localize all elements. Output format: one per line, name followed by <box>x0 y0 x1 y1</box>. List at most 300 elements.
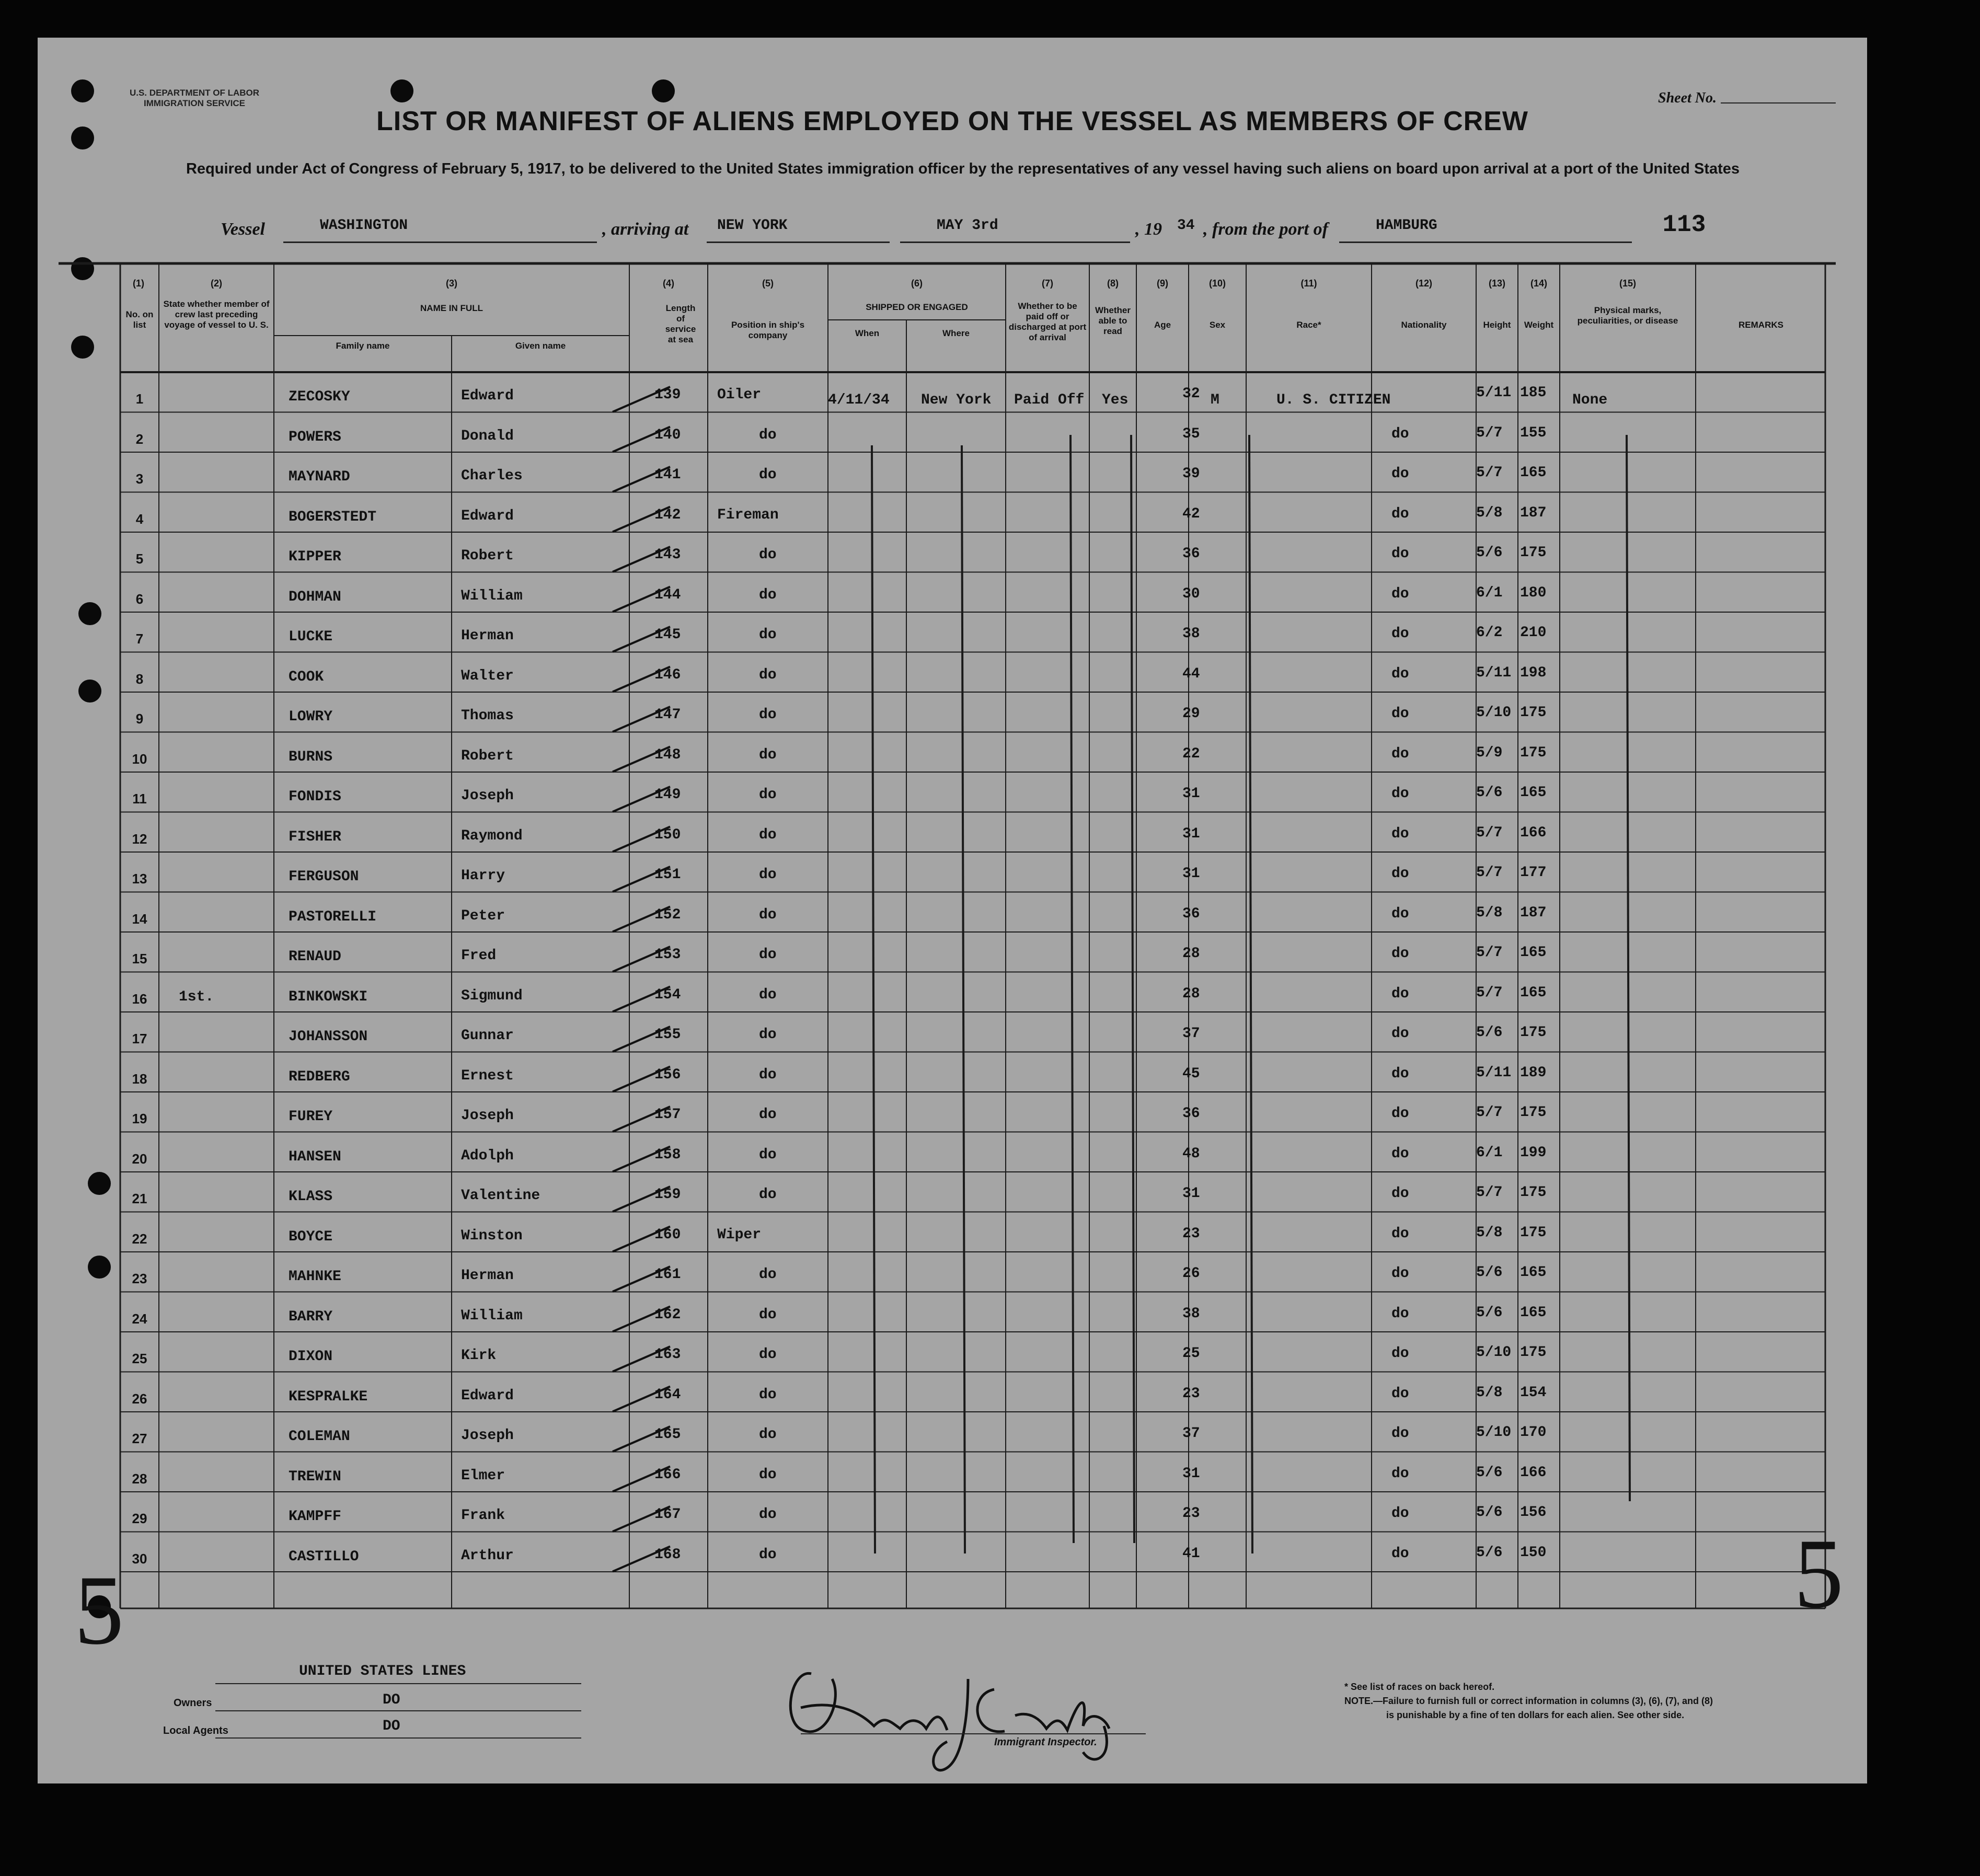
service-length: 162 <box>654 1306 681 1323</box>
height-value: 5/6 <box>1476 1544 1503 1561</box>
given-name: Walter <box>461 667 514 684</box>
given-name: Ernest <box>461 1067 514 1084</box>
ship-position: do <box>759 986 777 1003</box>
family-name: POWERS <box>289 429 341 445</box>
family-name: LUCKE <box>289 629 333 645</box>
shipped-when: 4/11/34 <box>828 392 890 408</box>
given-name: Joseph <box>461 1428 514 1444</box>
col4-header: Length of service at sea <box>665 303 696 344</box>
ship-position: do <box>759 1506 777 1523</box>
given-name: Kirk <box>461 1348 497 1364</box>
given-name: Edward <box>461 1387 514 1404</box>
row-number: 25 <box>132 1351 147 1366</box>
weight-value: 175 <box>1520 744 1547 761</box>
given-name: Elmer <box>461 1467 505 1484</box>
penalty-note-2: is punishable by a fine of ten dollars for each alien. See other side. <box>1386 1710 1685 1720</box>
ship-position: do <box>759 947 777 963</box>
family-name: JOHANSSON <box>289 1029 368 1045</box>
row-number: 27 <box>132 1431 147 1446</box>
family-name: COOK <box>289 669 324 685</box>
family-name-header: Family name <box>336 341 390 351</box>
sheet-number-label: Sheet No. <box>1658 90 1717 106</box>
ship-position: do <box>759 1546 777 1563</box>
age-value: 38 <box>1182 626 1200 642</box>
age-value: 23 <box>1182 1385 1200 1402</box>
height-value: 6/1 <box>1476 584 1503 601</box>
service-length: 144 <box>654 586 681 603</box>
nationality-ditto: do <box>1391 905 1409 922</box>
given-name: Joseph <box>461 1108 514 1124</box>
ship-position: do <box>759 1066 777 1083</box>
family-name: MAYNARD <box>289 469 350 485</box>
weight-value: 175 <box>1520 1184 1547 1201</box>
row-number: 24 <box>132 1310 147 1327</box>
weight-value: 175 <box>1520 1104 1547 1121</box>
row-number: 6 <box>135 591 144 607</box>
given-name: Edward <box>461 508 514 524</box>
col8-number: (8) <box>1107 278 1119 289</box>
nationality-ditto: do <box>1391 1305 1409 1322</box>
nationality-ditto: do <box>1391 1545 1409 1562</box>
col10-number: (10) <box>1208 278 1226 289</box>
age-value: 39 <box>1182 466 1200 482</box>
nationality-ditto: do <box>1391 1026 1409 1042</box>
ship-position: do <box>759 746 777 763</box>
service-length: 167 <box>654 1506 681 1523</box>
age-value: 41 <box>1182 1545 1200 1562</box>
weight-value: 165 <box>1520 785 1547 801</box>
service-length: 140 <box>654 427 681 443</box>
height-value: 5/6 <box>1476 545 1503 561</box>
family-name: FISHER <box>289 828 341 845</box>
ship-position: do <box>759 467 777 483</box>
age-value: 37 <box>1182 1425 1200 1442</box>
row-number: 16 <box>132 991 147 1007</box>
arriving-label: , arriving at <box>602 220 689 239</box>
height-value: 5/6 <box>1476 1025 1503 1041</box>
col15-header: Physical marks, peculiarities, or disease <box>1577 305 1678 326</box>
row-number: 14 <box>132 911 147 927</box>
service-length: 150 <box>654 826 681 843</box>
nationality-ditto: do <box>1391 1145 1409 1162</box>
service-length: 165 <box>654 1426 681 1443</box>
nationality-ditto: do <box>1391 1505 1409 1522</box>
col2-number: (2) <box>211 278 222 289</box>
ship-position: do <box>759 586 777 603</box>
weight-value: 156 <box>1520 1504 1547 1521</box>
ship-position: do <box>759 1027 777 1043</box>
owners-label: Owners <box>174 1697 212 1709</box>
ditto-stroke <box>1627 435 1630 1501</box>
inspector-label: Immigrant Inspector. <box>994 1736 1097 1748</box>
nationality-ditto: do <box>1391 1225 1409 1242</box>
height-value: 5/8 <box>1476 1224 1503 1241</box>
family-name: COLEMAN <box>289 1429 350 1445</box>
weight-value: 175 <box>1520 705 1547 721</box>
nationality-ditto: do <box>1391 1345 1409 1362</box>
given-name: Harry <box>461 868 505 884</box>
given-name: Sigmund <box>461 987 523 1004</box>
given-name: Valentine <box>461 1188 540 1204</box>
service-length: 158 <box>654 1146 681 1163</box>
col11-header: Race* <box>1296 320 1321 330</box>
sheet-number: 113 <box>1662 211 1706 238</box>
family-name: BURNS <box>289 749 333 765</box>
departure-port: HAMBURG <box>1376 217 1437 234</box>
col12-header: Nationality <box>1401 320 1447 330</box>
age-value: 31 <box>1182 825 1200 842</box>
age-value: 28 <box>1182 985 1200 1002</box>
ship-position: do <box>759 787 777 803</box>
given-name: Herman <box>461 628 514 644</box>
nationality-ditto: do <box>1391 786 1409 802</box>
col6-number: (6) <box>911 278 923 289</box>
height-value: 5/11 <box>1476 1064 1512 1081</box>
col7-number: (7) <box>1042 278 1053 289</box>
col3-header: NAME IN FULL <box>420 303 483 313</box>
family-name: LOWRY <box>289 709 333 725</box>
given-name: William <box>461 588 523 604</box>
row-number: 7 <box>135 631 144 647</box>
ship-position: do <box>759 666 777 683</box>
given-name: Robert <box>461 548 514 564</box>
age-value: 29 <box>1182 706 1200 722</box>
ship-position: do <box>759 1306 777 1323</box>
row-number: 1 <box>135 391 144 407</box>
page-mark-left: 5 <box>74 1556 124 1665</box>
service-length: 160 <box>654 1226 681 1243</box>
weight-value: 165 <box>1520 984 1547 1001</box>
row-number: 13 <box>132 871 147 887</box>
age-value: 22 <box>1182 745 1200 762</box>
weight-value: 170 <box>1520 1424 1547 1441</box>
height-value: 5/9 <box>1476 744 1503 761</box>
nationality-ditto: do <box>1391 1425 1409 1442</box>
inspector-signature <box>769 1637 1146 1794</box>
age-value: 36 <box>1182 905 1200 922</box>
given-name: Gunnar <box>461 1028 514 1044</box>
row-number: 3 <box>135 471 144 487</box>
family-name: CASTILLO <box>289 1548 359 1565</box>
row-number: 4 <box>135 511 144 527</box>
service-length: 153 <box>654 947 681 963</box>
sex-value: M <box>1211 392 1219 408</box>
nationality-ditto: do <box>1391 946 1409 962</box>
height-value: 5/10 <box>1476 1424 1512 1441</box>
nationality-ditto: do <box>1391 466 1409 482</box>
ship-position: Fireman <box>717 507 779 523</box>
age-value: 23 <box>1182 1505 1200 1522</box>
ship-position: do <box>759 1386 777 1403</box>
height-value: 5/10 <box>1476 1344 1512 1361</box>
service-length: 147 <box>654 707 681 723</box>
agents-underline <box>215 1737 581 1739</box>
row-number: 15 <box>132 951 147 966</box>
row-number: 11 <box>132 791 147 807</box>
height-value: 5/11 <box>1476 385 1512 401</box>
age-value: 38 <box>1182 1305 1200 1322</box>
height-value: 5/8 <box>1476 504 1503 521</box>
shipped-where-header: Where <box>942 328 970 338</box>
age-value: 45 <box>1182 1065 1200 1082</box>
page-title: LIST OR MANIFEST OF ALIENS EMPLOYED ON THE VESSEL AS MEMBERS OF CREW <box>376 106 1528 136</box>
arrival-year: 34 <box>1177 217 1195 234</box>
physical-marks: None <box>1572 392 1608 408</box>
service-length: 143 <box>654 547 681 563</box>
nationality-ditto: do <box>1391 1465 1409 1482</box>
weight-value: 166 <box>1520 1464 1547 1481</box>
col13-number: (13) <box>1488 278 1505 289</box>
weight-value: 175 <box>1520 1025 1547 1041</box>
nationality-ditto: do <box>1391 505 1409 522</box>
col12-number: (12) <box>1415 278 1432 289</box>
weight-value: 155 <box>1520 424 1547 441</box>
family-name: KAMPFF <box>289 1509 341 1525</box>
nationality-ditto: do <box>1391 985 1409 1002</box>
service-length: 142 <box>654 507 681 523</box>
ship-position: do <box>759 1426 777 1443</box>
col15-number: (15) <box>1619 278 1636 289</box>
weight-value: 187 <box>1520 904 1547 921</box>
height-value: 6/1 <box>1476 1144 1503 1161</box>
row-number: 23 <box>132 1271 147 1286</box>
weight-value: 166 <box>1520 824 1547 841</box>
age-value: 30 <box>1182 585 1200 602</box>
height-value: 5/11 <box>1476 664 1512 681</box>
family-name: KLASS <box>289 1189 333 1205</box>
height-value: 5/6 <box>1476 1464 1503 1481</box>
family-name: FERGUSON <box>289 869 359 885</box>
company-underline <box>215 1683 581 1684</box>
age-value: 44 <box>1182 665 1200 682</box>
height-value: 5/8 <box>1476 904 1503 921</box>
race-note: * See list of races on back hereof. <box>1344 1682 1495 1692</box>
height-value: 5/6 <box>1476 1504 1503 1521</box>
weight-value: 185 <box>1520 385 1547 401</box>
age-value: 37 <box>1182 1026 1200 1042</box>
height-value: 5/6 <box>1476 1264 1503 1281</box>
manifest-page <box>38 38 1867 1783</box>
age-value: 23 <box>1182 1225 1200 1242</box>
row-number: 29 <box>132 1511 147 1526</box>
service-length: 149 <box>654 787 681 803</box>
ship-position: do <box>759 627 777 643</box>
ship-position: Oiler <box>717 387 762 403</box>
age-value: 48 <box>1182 1145 1200 1162</box>
height-value: 5/7 <box>1476 865 1503 881</box>
family-name: TREWIN <box>289 1468 341 1485</box>
given-name: Donald <box>461 428 514 444</box>
family-name: KESPRALKE <box>289 1388 368 1405</box>
row-number: 28 <box>132 1470 147 1487</box>
service-length: 156 <box>654 1066 681 1083</box>
ship-position: do <box>759 826 777 843</box>
nationality-ditto: do <box>1391 1065 1409 1082</box>
height-value: 5/7 <box>1476 465 1503 481</box>
able-to-read: Yes <box>1102 392 1129 408</box>
col3-number: (3) <box>446 278 457 289</box>
weight-value: 165 <box>1520 1264 1547 1281</box>
ship-position: do <box>759 906 777 923</box>
nationality-ditto: do <box>1391 1385 1409 1402</box>
age-value: 35 <box>1182 425 1200 442</box>
col14-number: (14) <box>1530 278 1547 289</box>
weight-value: 180 <box>1520 584 1547 601</box>
service-length: 155 <box>654 1027 681 1043</box>
col4-number: (4) <box>663 278 674 289</box>
weight-value: 175 <box>1520 1224 1547 1241</box>
age-value: 36 <box>1182 546 1200 562</box>
ship-position: do <box>759 1187 777 1203</box>
service-length: 157 <box>654 1107 681 1123</box>
nationality-ditto: do <box>1391 425 1409 442</box>
ship-position: do <box>759 1107 777 1123</box>
family-name: RENAUD <box>289 949 341 965</box>
row-number: 2 <box>135 431 144 447</box>
given-name: Frank <box>461 1507 505 1524</box>
nationality-ditto: do <box>1391 1186 1409 1202</box>
given-name: Joseph <box>461 788 514 804</box>
given-name: Adolph <box>461 1147 514 1164</box>
service-length: 168 <box>654 1546 681 1563</box>
family-name: MAHNKE <box>289 1269 341 1285</box>
col2-header: State whether member of crew last preceding voyage of vessel to U. S. <box>163 299 270 330</box>
weight-value: 175 <box>1520 1344 1547 1361</box>
col14-header: Weight <box>1524 320 1554 330</box>
row-number: 20 <box>132 1150 147 1167</box>
ditto-stroke <box>1131 435 1134 1543</box>
vessel-name: WASHINGTON <box>320 217 408 234</box>
row-number: 30 <box>132 1550 147 1567</box>
nationality-ditto: do <box>1391 585 1409 602</box>
shipping-company: UNITED STATES LINES <box>299 1663 466 1679</box>
row-number: 22 <box>132 1230 147 1247</box>
age-value: 31 <box>1182 786 1200 802</box>
race-nationality: U. S. CITIZEN <box>1276 392 1391 408</box>
weight-value: 187 <box>1520 504 1547 521</box>
family-name: BOYCE <box>289 1228 333 1245</box>
given-name: Peter <box>461 907 505 924</box>
weight-value: 165 <box>1520 945 1547 961</box>
service-length: 146 <box>654 666 681 683</box>
nationality-ditto: do <box>1391 866 1409 882</box>
age-value: 25 <box>1182 1345 1200 1362</box>
col10-header: Sex <box>1209 320 1226 330</box>
row-number: 5 <box>135 551 144 567</box>
page-subtitle: Required under Act of Congress of February 5, 1917, to be delivered to the United States immigration officer by the representatives of any vessel having such aliens on board upon arrival at a port of the United States <box>186 160 1740 177</box>
family-name: DIXON <box>289 1349 333 1365</box>
ditto-stroke <box>1070 435 1074 1543</box>
weight-value: 210 <box>1520 625 1547 641</box>
given-name: Arthur <box>461 1547 514 1564</box>
weight-value: 150 <box>1520 1544 1547 1561</box>
family-name: HANSEN <box>289 1148 341 1165</box>
given-name: William <box>461 1307 523 1324</box>
ditto-stroke <box>1249 435 1252 1553</box>
service-length: 161 <box>654 1267 681 1283</box>
service-length: 151 <box>654 867 681 883</box>
weight-value: 154 <box>1520 1384 1547 1401</box>
row-number: 26 <box>132 1390 147 1407</box>
arrival-port: NEW YORK <box>717 217 788 234</box>
col9-number: (9) <box>1157 278 1168 289</box>
nationality-ditto: do <box>1391 825 1409 842</box>
col6-header: SHIPPED OR ENGAGED <box>866 302 968 312</box>
service-length: 141 <box>654 467 681 483</box>
family-name: DOHMAN <box>289 589 341 605</box>
col13-header: Height <box>1483 320 1511 330</box>
service-length: 145 <box>654 627 681 643</box>
family-name: BINKOWSKI <box>289 988 368 1005</box>
shipped-when-header: When <box>855 328 880 338</box>
owners-underline <box>215 1710 581 1711</box>
ship-position: do <box>759 1267 777 1283</box>
given-name: Herman <box>461 1268 514 1284</box>
col7-header: Whether to be paid off or discharged at port of arrival <box>1008 301 1087 342</box>
service-length: 152 <box>654 906 681 923</box>
row-number: 9 <box>135 711 144 727</box>
nationality-ditto: do <box>1391 745 1409 762</box>
family-name: BOGERSTEDT <box>289 509 377 525</box>
height-value: 5/7 <box>1476 824 1503 841</box>
row-number: 21 <box>132 1191 147 1206</box>
given-name: Raymond <box>461 827 523 844</box>
weight-value: 165 <box>1520 465 1547 481</box>
remarks-header: REMARKS <box>1739 320 1783 330</box>
age-value: 26 <box>1182 1265 1200 1282</box>
given-name: Thomas <box>461 708 514 724</box>
owners-value: DO <box>383 1692 400 1708</box>
ship-position: do <box>759 867 777 883</box>
weight-value: 198 <box>1520 664 1547 681</box>
age-value: 32 <box>1182 386 1200 402</box>
age-value: 28 <box>1182 946 1200 962</box>
weight-value: 199 <box>1520 1144 1547 1161</box>
height-value: 5/8 <box>1476 1384 1503 1401</box>
col5-number: (5) <box>762 278 774 289</box>
row-number: 12 <box>132 831 147 847</box>
nationality-ditto: do <box>1391 1106 1409 1122</box>
from-port-label: , from the port of <box>1203 220 1328 239</box>
ship-position: Wiper <box>717 1226 762 1243</box>
col1-header: No. on list <box>125 309 154 330</box>
service-length: 164 <box>654 1386 681 1403</box>
family-name: FONDIS <box>289 789 341 805</box>
row-number: 18 <box>132 1071 147 1087</box>
department-stamp: U.S. DEPARTMENT OF LABOR IMMIGRATION SERVICE <box>129 88 260 108</box>
service-length: 154 <box>654 986 681 1003</box>
weight-value: 177 <box>1520 865 1547 881</box>
shipped-where: New York <box>921 392 992 408</box>
family-name: FUREY <box>289 1109 333 1125</box>
height-value: 5/10 <box>1476 705 1512 721</box>
col9-header: Age <box>1154 320 1171 330</box>
row-number: 17 <box>132 1031 147 1046</box>
year-label: , 19 <box>1135 220 1162 239</box>
service-length: 148 <box>654 746 681 763</box>
height-value: 5/7 <box>1476 945 1503 961</box>
row-number: 8 <box>135 671 144 687</box>
age-value: 31 <box>1182 1465 1200 1482</box>
height-value: 5/6 <box>1476 785 1503 801</box>
given-name: Fred <box>461 948 497 964</box>
col8-header: Whether able to read <box>1095 305 1131 336</box>
given-name: Robert <box>461 747 514 764</box>
vessel-label: Vessel <box>221 220 265 239</box>
row-number: 19 <box>132 1111 147 1126</box>
height-value: 5/7 <box>1476 1104 1503 1121</box>
weight-value: 189 <box>1520 1064 1547 1081</box>
